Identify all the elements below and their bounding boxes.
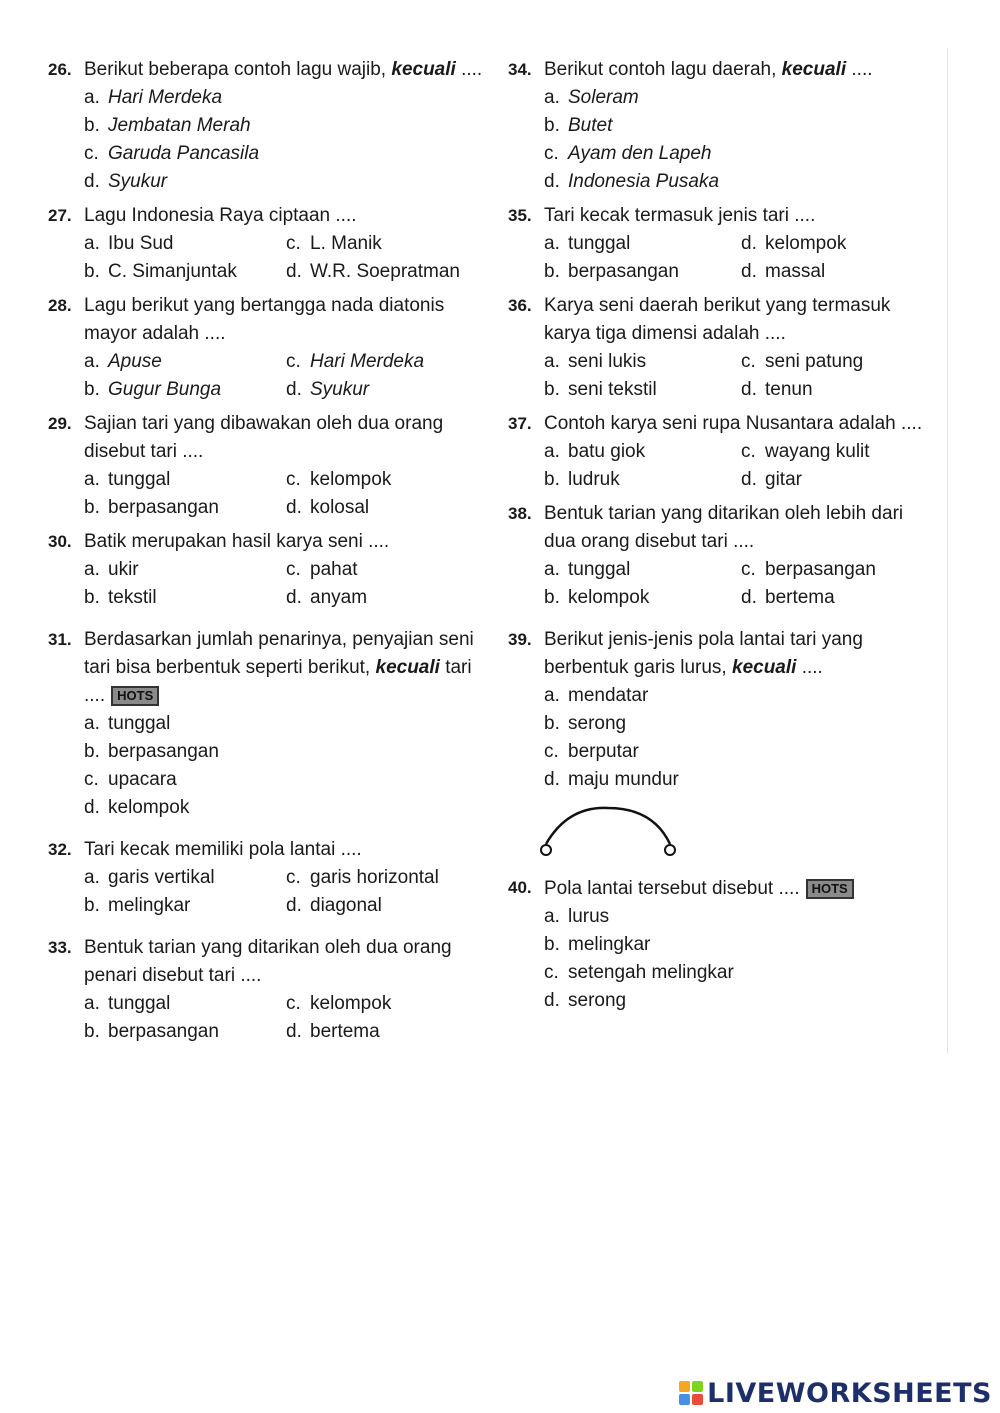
option-text: serong bbox=[568, 713, 627, 734]
option-text: tunggal bbox=[108, 469, 171, 490]
option-letter: c. bbox=[84, 769, 99, 790]
option-letter: b. bbox=[84, 741, 100, 762]
options-list bbox=[84, 864, 488, 920]
question-stem bbox=[84, 56, 488, 84]
option-text: berpasangan bbox=[108, 741, 219, 762]
question-number: 30. bbox=[48, 532, 72, 551]
stem-emphasis: kecuali bbox=[781, 59, 847, 80]
question-number: 28. bbox=[48, 296, 72, 315]
option-letter: b. bbox=[84, 261, 100, 282]
stem-after: .... bbox=[455, 59, 483, 80]
option-letter: d. bbox=[84, 171, 100, 192]
options-list bbox=[84, 710, 488, 822]
option-d bbox=[741, 466, 938, 494]
option-c bbox=[286, 990, 488, 1018]
stem-text: Tari kecak termasuk jenis tari .... bbox=[544, 205, 816, 226]
stem-emphasis: kecuali bbox=[732, 657, 797, 678]
option-letter: b. bbox=[544, 261, 560, 282]
option-letter: b. bbox=[84, 497, 100, 518]
option-text: kelompok bbox=[765, 233, 847, 254]
question-36 bbox=[508, 292, 938, 404]
option-b bbox=[84, 494, 286, 522]
option-letter: b. bbox=[544, 469, 560, 490]
option-b bbox=[544, 258, 741, 286]
option-text: gitar bbox=[765, 469, 802, 490]
option-b bbox=[84, 892, 286, 920]
option-a bbox=[544, 84, 938, 112]
option-letter: a. bbox=[544, 441, 560, 462]
option-c bbox=[741, 556, 938, 584]
question-stem bbox=[84, 836, 488, 864]
option-letter: d. bbox=[544, 769, 560, 790]
option-c bbox=[741, 438, 938, 466]
option-text: berpasangan bbox=[108, 497, 219, 518]
option-letter: d. bbox=[741, 379, 757, 400]
question-number: 31. bbox=[48, 630, 72, 649]
option-c bbox=[286, 466, 488, 494]
option-letter: a. bbox=[544, 233, 560, 254]
stem-emphasis: kecuali bbox=[375, 657, 440, 678]
stem-text: Lagu Indonesia Raya ciptaan .... bbox=[84, 205, 357, 226]
option-text: pahat bbox=[310, 559, 358, 580]
option-letter: c. bbox=[544, 741, 559, 762]
option-d bbox=[544, 766, 938, 794]
option-text: kelompok bbox=[108, 797, 190, 818]
option-letter: c. bbox=[544, 962, 559, 983]
option-c bbox=[286, 556, 488, 584]
option-letter: b. bbox=[544, 713, 560, 734]
option-a bbox=[84, 84, 488, 112]
option-text: Jembatan Merah bbox=[108, 115, 251, 136]
option-text: kelompok bbox=[310, 469, 392, 490]
option-c bbox=[286, 348, 488, 376]
question-number: 34. bbox=[508, 60, 532, 79]
stem-after: .... bbox=[796, 657, 823, 678]
stem-text: Bentuk tarian yang ditarikan oleh lebih dari dua orang disebut tari .... bbox=[544, 503, 904, 552]
option-text: tunggal bbox=[568, 559, 631, 580]
option-letter: d. bbox=[544, 990, 560, 1011]
option-letter: a. bbox=[544, 351, 560, 372]
option-d bbox=[741, 376, 938, 404]
option-text: upacara bbox=[108, 769, 177, 790]
option-text: Syukur bbox=[310, 379, 370, 400]
question-number: 36. bbox=[508, 296, 532, 315]
option-letter: c. bbox=[286, 993, 301, 1014]
option-text: kelompok bbox=[568, 587, 650, 608]
question-stem bbox=[84, 292, 488, 348]
option-text: Ibu Sud bbox=[108, 233, 174, 254]
stem-text: Karya seni daerah berikut yang termasuk karya tiga dimensi adalah .... bbox=[544, 295, 891, 344]
option-letter: b. bbox=[544, 115, 560, 136]
question-33 bbox=[48, 934, 488, 1046]
option-a bbox=[544, 556, 741, 584]
option-c bbox=[286, 230, 488, 258]
option-text: Soleram bbox=[568, 87, 639, 108]
option-text: tekstil bbox=[108, 587, 157, 608]
option-letter: a. bbox=[84, 559, 100, 580]
option-a bbox=[84, 710, 488, 738]
option-letter: d. bbox=[286, 1021, 302, 1042]
question-39 bbox=[508, 626, 938, 794]
option-b bbox=[84, 376, 286, 404]
option-c bbox=[286, 864, 488, 892]
left-column bbox=[48, 56, 488, 1046]
question-stem bbox=[84, 202, 488, 230]
option-text: berpasangan bbox=[568, 261, 679, 282]
option-a bbox=[84, 466, 286, 494]
option-letter: a. bbox=[544, 906, 560, 927]
question-stem bbox=[544, 202, 938, 230]
question-stem bbox=[84, 528, 488, 556]
option-text: berpasangan bbox=[108, 1021, 219, 1042]
option-text: Gugur Bunga bbox=[108, 379, 222, 400]
option-letter: d. bbox=[741, 261, 757, 282]
stem-text: Berdasarkan jumlah penarinya, penyajian seni tari bisa berbentuk seperti berikut, bbox=[84, 629, 474, 678]
question-26 bbox=[48, 56, 488, 196]
option-text: tunggal bbox=[568, 233, 631, 254]
option-text: kolosal bbox=[310, 497, 370, 518]
option-letter: d. bbox=[286, 497, 302, 518]
question-stem bbox=[84, 626, 488, 710]
option-letter: a. bbox=[84, 713, 100, 734]
option-letter: a. bbox=[84, 993, 100, 1014]
stem-text: Contoh karya seni rupa Nusantara adalah .... bbox=[544, 413, 923, 434]
option-text: setengah melingkar bbox=[568, 962, 734, 983]
options-list bbox=[84, 230, 488, 286]
right-column bbox=[508, 56, 938, 1015]
options-list bbox=[84, 990, 488, 1046]
option-letter: a. bbox=[84, 867, 100, 888]
option-letter: d. bbox=[84, 797, 100, 818]
logo-square-2 bbox=[692, 1381, 703, 1392]
option-a bbox=[544, 230, 741, 258]
options-list bbox=[84, 556, 488, 612]
option-letter: c. bbox=[544, 143, 559, 164]
question-32 bbox=[48, 836, 488, 920]
question-number: 29. bbox=[48, 414, 72, 433]
option-text: maju mundur bbox=[568, 769, 679, 790]
stem-text: Bentuk tarian yang ditarikan oleh dua orang penari disebut tari .... bbox=[84, 937, 452, 986]
question-stem bbox=[544, 292, 938, 348]
stem-text: Pola lantai tersebut disebut .... bbox=[544, 878, 800, 899]
option-letter: d. bbox=[286, 379, 302, 400]
option-d bbox=[286, 494, 488, 522]
option-letter: a. bbox=[84, 233, 100, 254]
question-stem bbox=[544, 626, 938, 682]
question-40 bbox=[508, 800, 938, 1015]
hots-badge: HOTS bbox=[806, 879, 854, 899]
question-31 bbox=[48, 626, 488, 822]
option-letter: a. bbox=[544, 685, 560, 706]
option-d bbox=[544, 987, 938, 1015]
question-number: 35. bbox=[508, 206, 532, 225]
question-number: 33. bbox=[48, 938, 72, 957]
option-d bbox=[84, 794, 488, 822]
option-letter: d. bbox=[741, 233, 757, 254]
option-text: berputar bbox=[568, 741, 639, 762]
option-a bbox=[84, 230, 286, 258]
option-letter: c. bbox=[286, 469, 301, 490]
stem-text: Tari kecak memiliki pola lantai .... bbox=[84, 839, 362, 860]
options-list bbox=[84, 348, 488, 404]
option-d bbox=[84, 168, 488, 196]
question-number: 32. bbox=[48, 840, 72, 859]
option-a bbox=[84, 864, 286, 892]
question-stem bbox=[544, 56, 938, 84]
question-30 bbox=[48, 528, 488, 612]
option-a bbox=[84, 990, 286, 1018]
option-d bbox=[741, 584, 938, 612]
option-d bbox=[741, 258, 938, 286]
option-c bbox=[544, 959, 938, 987]
stem-text: Berikut beberapa contoh lagu wajib, bbox=[84, 59, 387, 80]
option-text: ludruk bbox=[568, 469, 620, 490]
question-29 bbox=[48, 410, 488, 522]
option-letter: c. bbox=[741, 441, 756, 462]
logo-text: LIVEWORKSHEETS bbox=[707, 1377, 992, 1409]
option-text: wayang kulit bbox=[765, 441, 870, 462]
option-a bbox=[544, 438, 741, 466]
option-c bbox=[84, 766, 488, 794]
option-d bbox=[286, 1018, 488, 1046]
option-b bbox=[544, 584, 741, 612]
option-text: tenun bbox=[765, 379, 813, 400]
option-b bbox=[544, 931, 938, 959]
option-letter: d. bbox=[286, 261, 302, 282]
stem-text: Berikut jenis-jenis pola lantai tari yang berbentuk garis lurus, bbox=[544, 629, 863, 678]
option-b bbox=[544, 710, 938, 738]
option-letter: a. bbox=[84, 469, 100, 490]
option-letter: d. bbox=[286, 587, 302, 608]
option-text: Syukur bbox=[108, 171, 168, 192]
option-text: Hari Merdeka bbox=[108, 87, 223, 108]
logo-square-1 bbox=[679, 1381, 690, 1392]
option-letter: b. bbox=[84, 895, 100, 916]
question-number: 38. bbox=[508, 504, 532, 523]
option-text: bertema bbox=[765, 587, 835, 608]
options-list bbox=[544, 230, 938, 286]
hots-badge: HOTS bbox=[111, 686, 159, 706]
option-text: ukir bbox=[108, 559, 139, 580]
question-stem bbox=[84, 410, 488, 466]
question-number: 26. bbox=[48, 60, 72, 79]
options-list bbox=[544, 682, 938, 794]
option-letter: d. bbox=[741, 587, 757, 608]
option-letter: d. bbox=[544, 171, 560, 192]
logo-square-4 bbox=[692, 1394, 703, 1405]
options-list bbox=[84, 84, 488, 196]
option-text: melingkar bbox=[568, 934, 651, 955]
option-c bbox=[544, 140, 938, 168]
option-letter: c. bbox=[286, 867, 301, 888]
question-number: 39. bbox=[508, 630, 532, 649]
option-a bbox=[544, 348, 741, 376]
option-b bbox=[84, 112, 488, 140]
option-letter: a. bbox=[84, 351, 100, 372]
option-text: diagonal bbox=[310, 895, 382, 916]
question-number: 40. bbox=[508, 878, 532, 897]
option-b bbox=[544, 466, 741, 494]
option-text: mendatar bbox=[568, 685, 649, 706]
option-a bbox=[544, 903, 938, 931]
option-b bbox=[84, 738, 488, 766]
option-letter: a. bbox=[84, 87, 100, 108]
question-stem bbox=[544, 500, 938, 556]
option-letter: b. bbox=[544, 934, 560, 955]
page-edge-line bbox=[947, 48, 948, 1053]
option-text: Butet bbox=[568, 115, 613, 136]
option-text: C. Simanjuntak bbox=[108, 261, 237, 282]
question-stem bbox=[544, 410, 938, 438]
option-letter: c. bbox=[741, 351, 756, 372]
option-d bbox=[544, 168, 938, 196]
option-b bbox=[544, 376, 741, 404]
option-letter: c. bbox=[286, 233, 301, 254]
option-letter: d. bbox=[286, 895, 302, 916]
stem-text: Lagu berikut yang bertangga nada diatonis mayor adalah .... bbox=[84, 295, 445, 344]
option-text: Hari Merdeka bbox=[310, 351, 425, 372]
question-37 bbox=[508, 410, 938, 494]
stem-text: Batik merupakan hasil karya seni .... bbox=[84, 531, 390, 552]
liveworksheets-logo bbox=[679, 1378, 992, 1408]
option-text: melingkar bbox=[108, 895, 191, 916]
option-text: kelompok bbox=[310, 993, 392, 1014]
option-text: Ayam den Lapeh bbox=[568, 143, 712, 164]
option-text: tunggal bbox=[108, 993, 171, 1014]
option-text: lurus bbox=[568, 906, 610, 927]
option-letter: b. bbox=[544, 587, 560, 608]
option-text: batu giok bbox=[568, 441, 646, 462]
options-list bbox=[84, 466, 488, 522]
option-c bbox=[84, 140, 488, 168]
option-a bbox=[84, 556, 286, 584]
question-stem bbox=[544, 875, 938, 903]
option-a bbox=[84, 348, 286, 376]
option-text: seni tekstil bbox=[568, 379, 657, 400]
option-letter: c. bbox=[84, 143, 99, 164]
option-text: Garuda Pancasila bbox=[108, 143, 260, 164]
options-list bbox=[544, 903, 938, 1015]
stem-after: .... bbox=[846, 59, 873, 80]
option-letter: c. bbox=[286, 351, 301, 372]
option-letter: b. bbox=[84, 379, 100, 400]
option-b bbox=[544, 112, 938, 140]
option-text: garis vertikal bbox=[108, 867, 215, 888]
option-d bbox=[286, 584, 488, 612]
liveworksheets-mark-icon bbox=[679, 1381, 703, 1405]
options-list bbox=[544, 556, 938, 612]
options-list bbox=[544, 438, 938, 494]
option-text: seni patung bbox=[765, 351, 864, 372]
question-stem bbox=[84, 934, 488, 990]
option-text: garis horizontal bbox=[310, 867, 439, 888]
question-28 bbox=[48, 292, 488, 404]
stem-emphasis: kecuali bbox=[391, 59, 456, 80]
option-letter: b. bbox=[84, 587, 100, 608]
option-letter: c. bbox=[286, 559, 301, 580]
option-text: massal bbox=[765, 261, 826, 282]
option-letter: b. bbox=[84, 1021, 100, 1042]
option-letter: b. bbox=[544, 379, 560, 400]
options-list bbox=[544, 348, 938, 404]
option-text: seni lukis bbox=[568, 351, 647, 372]
option-c bbox=[741, 348, 938, 376]
option-b bbox=[84, 258, 286, 286]
option-text: anyam bbox=[310, 587, 368, 608]
option-letter: b. bbox=[84, 115, 100, 136]
option-text: tunggal bbox=[108, 713, 171, 734]
option-text: L. Manik bbox=[310, 233, 382, 254]
question-27 bbox=[48, 202, 488, 286]
question-34 bbox=[508, 56, 938, 196]
option-letter: a. bbox=[544, 559, 560, 580]
option-text: bertema bbox=[310, 1021, 380, 1042]
option-text: Apuse bbox=[108, 351, 162, 372]
option-text: W.R. Soepratman bbox=[310, 261, 460, 282]
option-text: berpasangan bbox=[765, 559, 876, 580]
option-letter: c. bbox=[741, 559, 756, 580]
option-letter: a. bbox=[544, 87, 560, 108]
option-d bbox=[286, 892, 488, 920]
logo-square-3 bbox=[679, 1394, 690, 1405]
option-d bbox=[286, 376, 488, 404]
option-b bbox=[84, 1018, 286, 1046]
question-35 bbox=[508, 202, 938, 286]
option-a bbox=[544, 682, 938, 710]
stem-text: Berikut contoh lagu daerah, bbox=[544, 59, 777, 80]
option-d bbox=[286, 258, 488, 286]
option-text: serong bbox=[568, 990, 627, 1011]
options-list bbox=[544, 84, 938, 196]
stem-after: tari .... bbox=[84, 657, 472, 706]
question-number: 37. bbox=[508, 414, 532, 433]
option-letter: d. bbox=[741, 469, 757, 490]
stem-text: Sajian tari yang dibawakan oleh dua orang disebut tari .... bbox=[84, 413, 444, 462]
question-38 bbox=[508, 500, 938, 612]
semicircle-floor-pattern-figure bbox=[528, 804, 688, 862]
option-b bbox=[84, 584, 286, 612]
question-number: 27. bbox=[48, 206, 72, 225]
option-d bbox=[741, 230, 938, 258]
option-c bbox=[544, 738, 938, 766]
option-text: Indonesia Pusaka bbox=[568, 171, 720, 192]
